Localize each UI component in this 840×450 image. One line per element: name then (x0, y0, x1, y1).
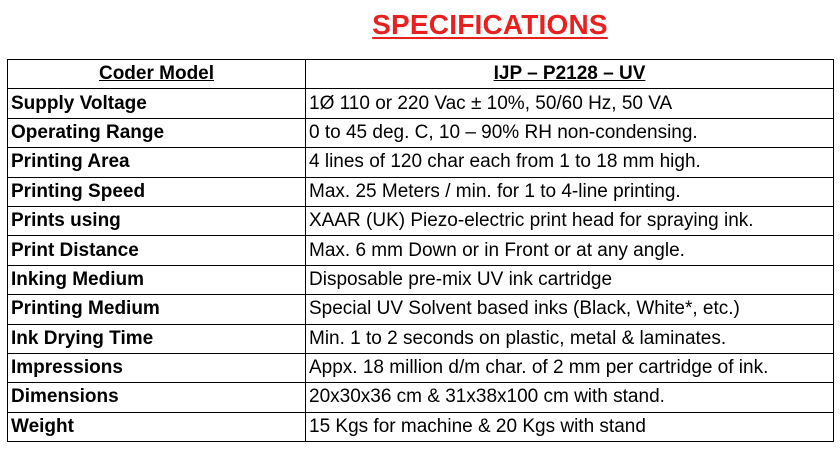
row-value: 1Ø 110 or 220 Vac ± 10%, 50/60 Hz, 50 VA (306, 89, 834, 118)
table-row (8, 265, 834, 294)
table-row (8, 177, 834, 206)
page-title: SPECIFICATIONS (372, 9, 608, 40)
table-row (8, 118, 834, 147)
row-value: 20x30x36 cm & 31x38x100 cm with stand. (306, 383, 834, 412)
row-value: Max. 25 Meters / min. for 1 to 4-line printing. (306, 177, 834, 206)
table-row (8, 148, 834, 177)
row-label: Ink Drying Time (8, 324, 306, 353)
row-label: Print Distance (8, 236, 306, 265)
row-value: Appx. 18 million d/m char. of 2 mm per cartridge of ink. (306, 353, 834, 382)
row-value: Max. 6 mm Down or in Front or at any angle. (306, 236, 834, 265)
specifications-table (7, 59, 834, 442)
header-label: Coder Model (8, 60, 306, 89)
row-value: Disposable pre-mix UV ink cartridge (306, 265, 834, 294)
row-label: Inking Medium (8, 265, 306, 294)
row-label: Printing Speed (8, 177, 306, 206)
row-label: Weight (8, 412, 306, 441)
table-row (8, 89, 834, 118)
row-value: Special UV Solvent based inks (Black, White*, etc.) (306, 295, 834, 324)
row-value: 0 to 45 deg. C, 10 – 90% RH non-condensing. (306, 118, 834, 147)
row-label: Impressions (8, 353, 306, 382)
row-label: Dimensions (8, 383, 306, 412)
table-row (8, 383, 834, 412)
table-row (8, 412, 834, 441)
header-value: IJP – P2128 – UV (306, 60, 834, 89)
table-row (8, 324, 834, 353)
row-value: Min. 1 to 2 seconds on plastic, metal & laminates. (306, 324, 834, 353)
table-row (8, 353, 834, 382)
row-label: Printing Area (8, 148, 306, 177)
row-label: Prints using (8, 206, 306, 235)
table-header-row (8, 60, 834, 89)
table-row (8, 236, 834, 265)
row-label: Printing Medium (8, 295, 306, 324)
table-row (8, 206, 834, 235)
row-value: 4 lines of 120 char each from 1 to 18 mm high. (306, 148, 834, 177)
table-row (8, 295, 834, 324)
row-label: Operating Range (8, 118, 306, 147)
row-label: Supply Voltage (8, 89, 306, 118)
row-value: 15 Kgs for machine & 20 Kgs with stand (306, 412, 834, 441)
row-value: XAAR (UK) Piezo-electric print head for spraying ink. (306, 206, 834, 235)
